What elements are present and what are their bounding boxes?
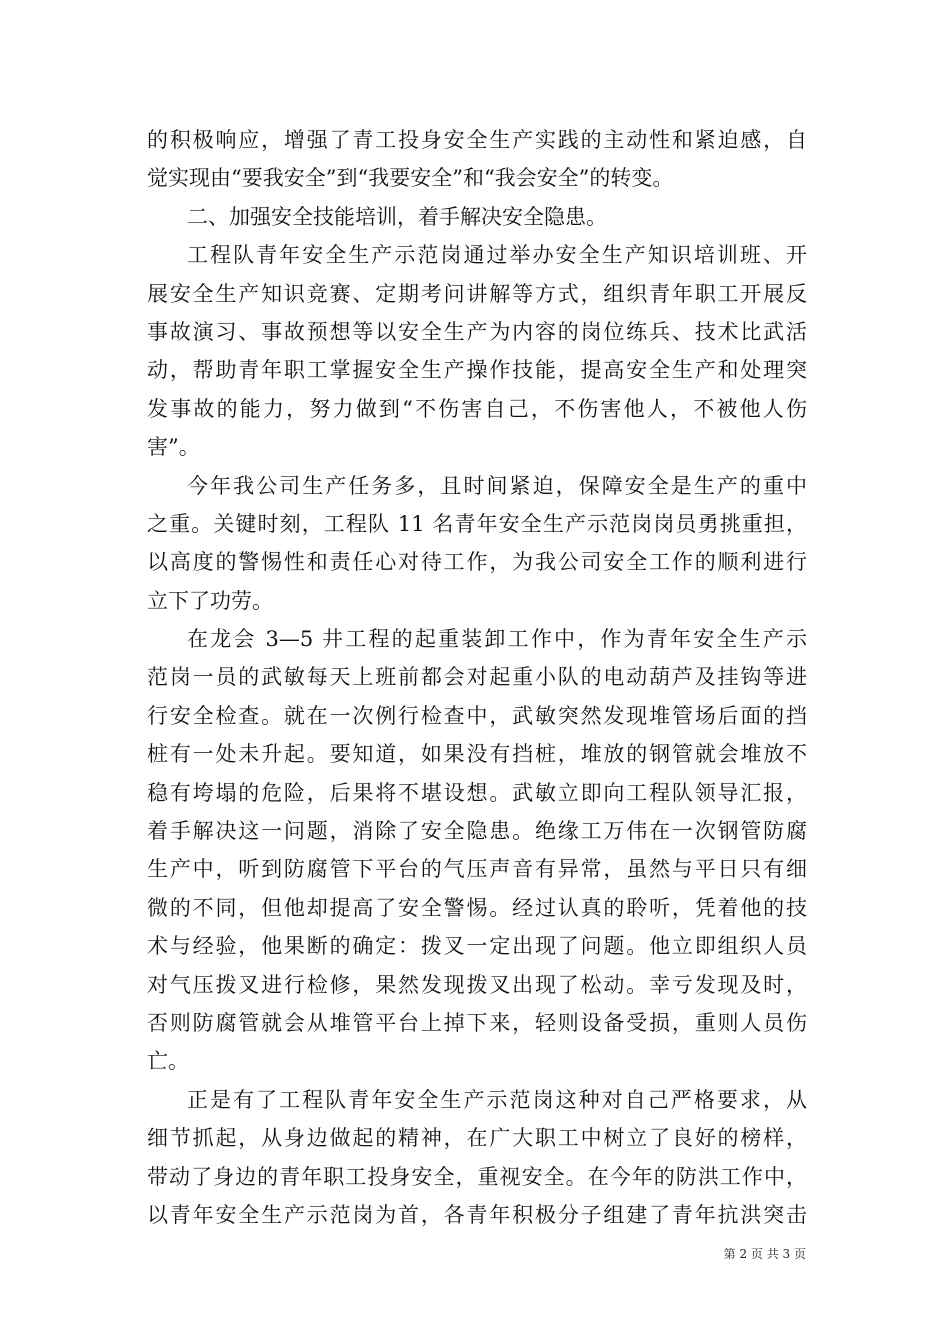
- section-heading: 二、加强安全技能培训，着手解决安全隐患。: [187, 204, 607, 229]
- text-line: 细节抓起，从身边做起的精神，在广大职工中树立了良好的榜样，: [147, 1126, 807, 1151]
- text-line: 桩有一处未升起。要知道，如果没有挡桩，堆放的钢管就会堆放不: [147, 742, 807, 767]
- text-line: 在龙会 3—5 井工程的起重装卸工作中，作为青年安全生产示: [187, 627, 807, 652]
- text-line: 对气压拨叉进行检修，果然发现拨叉出现了松动。幸亏发现及时，: [147, 972, 807, 997]
- page-number: 第 2 页 共 3 页: [723, 1247, 806, 1261]
- text-line: 之重。关键时刻，工程队 11 名青年安全生产示范岗岗员勇挑重担，: [147, 511, 807, 536]
- text-line: 事故演习、事故预想等以安全生产为内容的岗位练兵、技术比武活: [147, 319, 807, 344]
- text-line: 带动了身边的青年职工投身安全，重视安全。在今年的防洪工作中，: [147, 1164, 807, 1189]
- text-line: 范岗一员的武敏每天上班前都会对起重小队的电动葫芦及挂钩等进: [147, 665, 807, 690]
- text-line: 害”。: [147, 435, 200, 460]
- text-line: 否则防腐管就会从堆管平台上掉下来，轻则设备受损，重则人员伤: [147, 1010, 807, 1035]
- text-line: 展安全生产知识竞赛、定期考问讲解等方式，组织青年职工开展反: [147, 281, 807, 306]
- text-line: 生产中，听到防腐管下平台的气压声音有异常，虽然与平日只有细: [147, 857, 807, 882]
- text-line: 工程队青年安全生产示范岗通过举办安全生产知识培训班、开: [187, 243, 807, 268]
- text-line: 觉实现由“要我安全”到“我要安全”和“我会安全”的转变。: [147, 166, 674, 191]
- text-line: 微的不同，但他却提高了安全警惕。经过认真的聆听，凭着他的技: [147, 895, 807, 920]
- text-line: 的积极响应，增强了青工投身安全生产实践的主动性和紧迫感，自: [147, 128, 807, 152]
- text-line: 动，帮助青年职工掌握安全生产操作技能，提高安全生产和处理突: [147, 358, 807, 383]
- text-line: 着手解决这一问题，消除了安全隐患。绝缘工万伟在一次钢管防腐: [147, 819, 807, 844]
- text-line: 亡。: [147, 1049, 189, 1074]
- text-line: 正是有了工程队青年安全生产示范岗这种对自己严格要求，从: [187, 1087, 807, 1112]
- text-line: 以高度的警惕性和责任心对待工作，为我公司安全工作的顺利进行: [147, 550, 807, 575]
- text-line: 以青年安全生产示范岗为首，各青年积极分子组建了青年抗洪突击: [147, 1202, 807, 1227]
- text-line: 稳有垮塌的危险，后果将不堪设想。武敏立即向工程队领导汇报，: [147, 780, 807, 805]
- body-text: [147, 121, 807, 1234]
- text-line: 立下了功劳。: [147, 588, 273, 613]
- text-line: 术与经验，他果断的确定：拨叉一定出现了问题。他立即组织人员: [147, 934, 807, 959]
- text-line: 行安全检查。就在一次例行检查中，武敏突然发现堆管场后面的挡: [147, 703, 807, 728]
- text-line: 发事故的能力，努力做到“不伤害自己，不伤害他人，不被他人伤: [147, 396, 807, 421]
- text-line: 今年我公司生产任务多，且时间紧迫，保障安全是生产的重中: [187, 473, 807, 498]
